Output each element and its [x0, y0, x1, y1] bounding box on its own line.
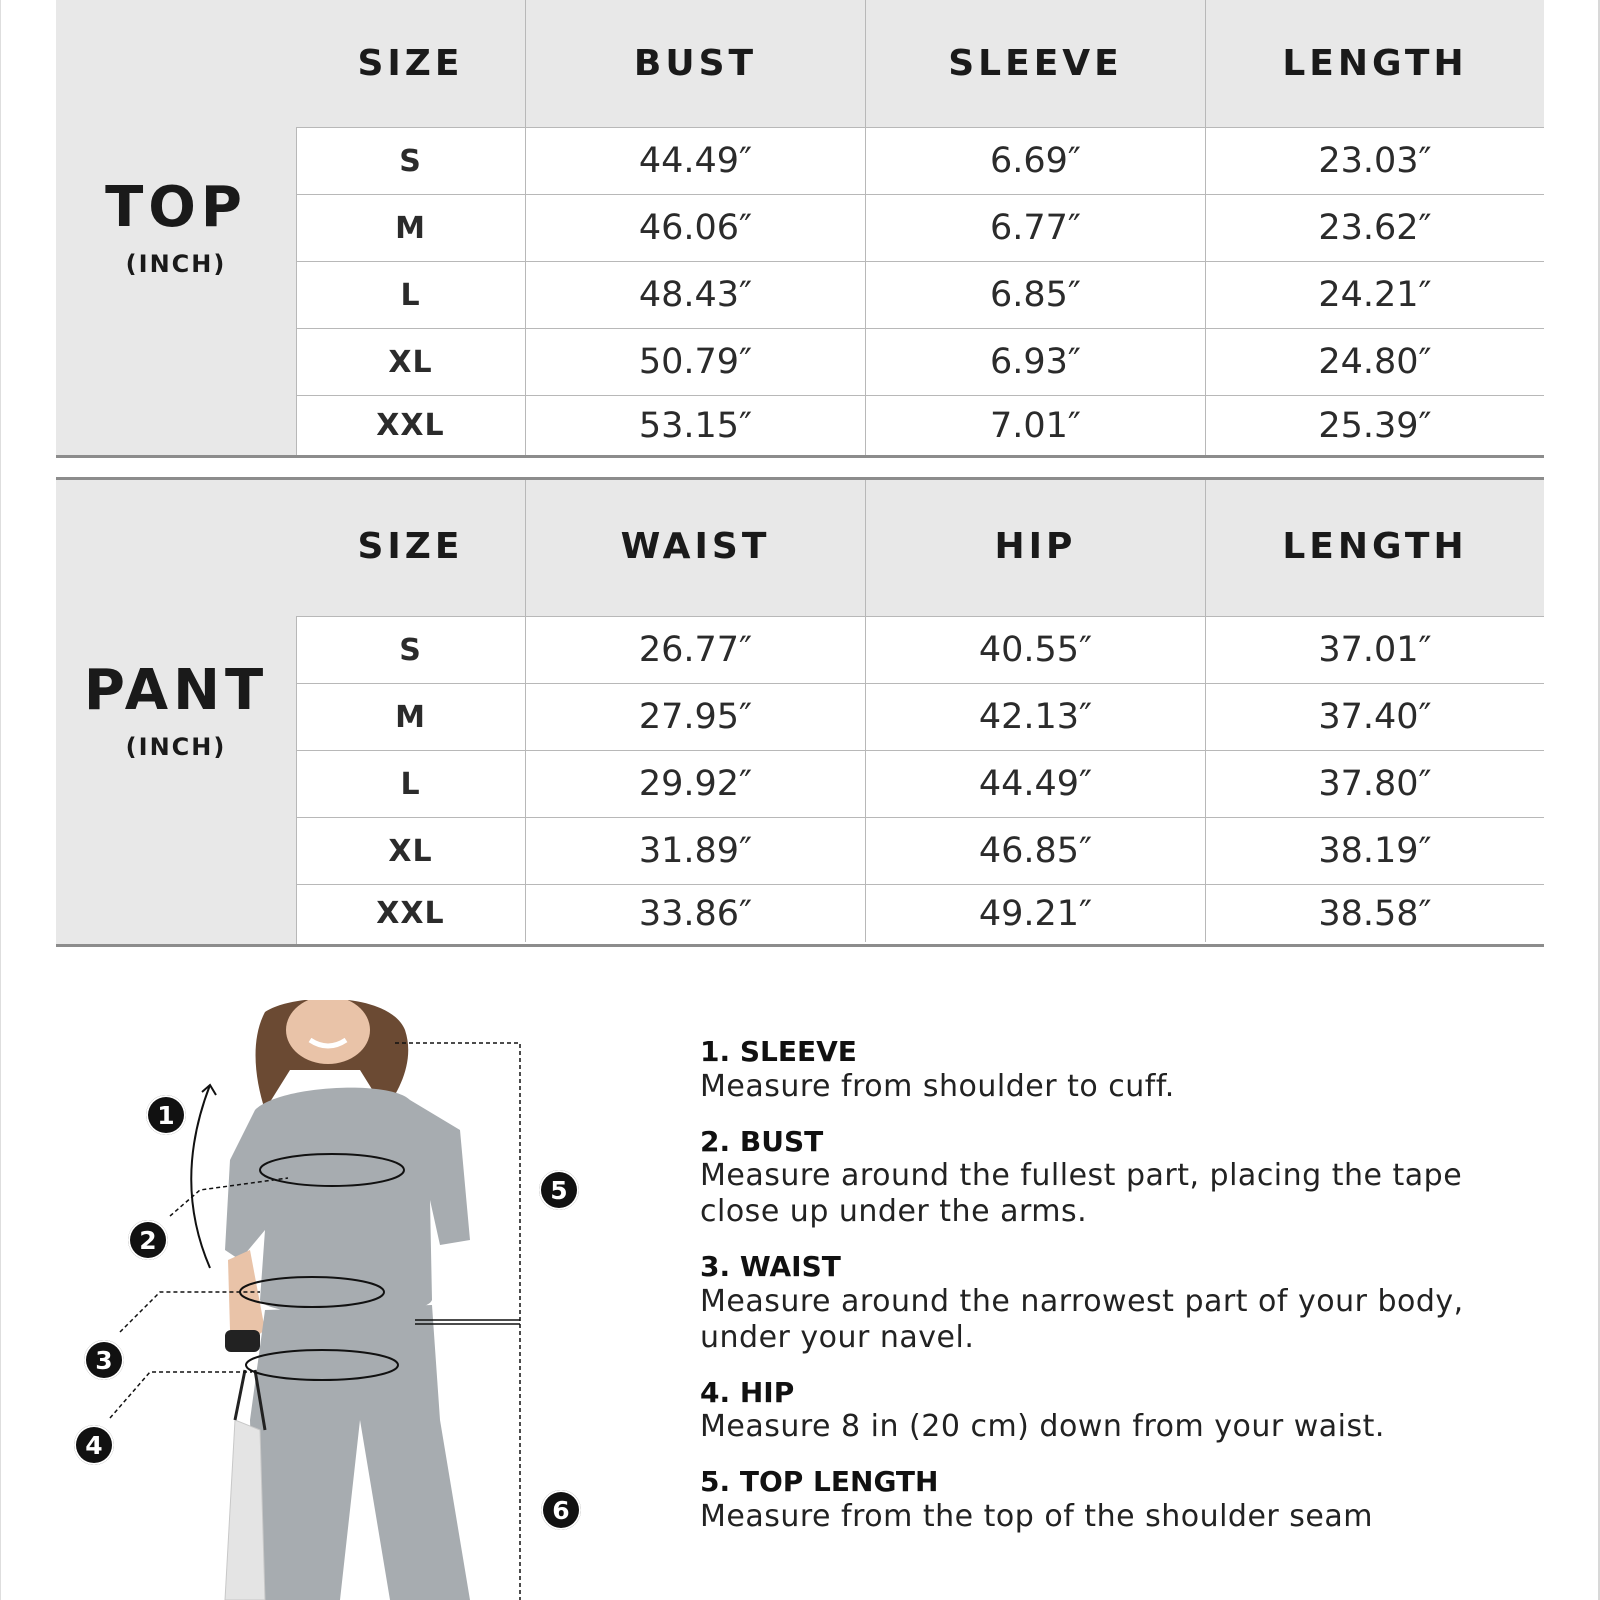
size-cell: XXL — [296, 396, 526, 455]
table-row — [296, 396, 1544, 455]
top-header-sleeve: SLEEVE — [866, 0, 1206, 127]
instruction-text: Measure around the fullest part, placing the tape close up under the arms. — [700, 1158, 1463, 1230]
top-size-table — [56, 0, 1544, 458]
pant-header-length: LENGTH — [1282, 526, 1468, 567]
pant-table-bottom-rule — [56, 944, 1544, 947]
instruction-text: Measure from the top of the shoulder seam — [700, 1498, 1373, 1534]
badge-3: 3 — [84, 1340, 124, 1380]
badge-2: 2 — [128, 1220, 168, 1260]
table-row — [296, 617, 1544, 684]
model-figure-svg — [60, 1000, 620, 1600]
badge-6: 6 — [541, 1490, 581, 1530]
top-table-header-row — [296, 0, 1544, 128]
top-header-bust: BUST — [526, 0, 866, 127]
table-row — [296, 751, 1544, 818]
page-edge-left — [0, 0, 1, 1600]
waist-cell: 31.89″ — [526, 818, 866, 884]
table-row — [296, 262, 1544, 329]
sleeve-cell: 6.69″ — [866, 128, 1206, 194]
sleeve-arrow-line — [191, 1085, 210, 1268]
table-row — [296, 128, 1544, 195]
waist-cell: 27.95″ — [526, 684, 866, 750]
sleeve-cell: 6.85″ — [866, 262, 1206, 328]
pant-table-title: PANT — [83, 658, 269, 723]
instruction-title: 4. HIP — [700, 1375, 795, 1409]
top-table-unit: (INCH) — [125, 250, 227, 278]
wrist-band-shape — [225, 1330, 260, 1352]
bust-cell: 44.49″ — [526, 128, 866, 194]
table-row — [296, 329, 1544, 396]
instruction-text: Measure from shoulder to cuff. — [700, 1068, 1175, 1104]
length-cell: 24.80″ — [1318, 342, 1432, 382]
hip-cell: 46.85″ — [866, 818, 1206, 884]
length-cell: 24.21″ — [1318, 275, 1432, 315]
size-cell: S — [296, 617, 526, 683]
model-measurement-illustration — [60, 1000, 620, 1600]
size-cell: L — [296, 751, 526, 817]
sleeve-cell: 6.93″ — [866, 329, 1206, 395]
instruction-waist — [700, 1250, 1540, 1356]
length-cell: 37.40″ — [1318, 697, 1432, 737]
bust-cell: 50.79″ — [526, 329, 866, 395]
instruction-bust — [700, 1125, 1540, 1231]
size-cell: XXL — [296, 885, 526, 942]
length-cell: 23.03″ — [1318, 141, 1432, 181]
instruction-hip — [700, 1376, 1540, 1446]
top-table-bottom-rule — [56, 455, 1544, 458]
top-header-size: SIZE — [296, 0, 526, 127]
instruction-title: 5. TOP LENGTH — [700, 1465, 939, 1499]
sleeve-cell: 7.01″ — [866, 396, 1206, 455]
instruction-top-length — [700, 1465, 1540, 1535]
table-row — [296, 885, 1544, 942]
hip-cell: 40.55″ — [866, 617, 1206, 683]
length-cell: 25.39″ — [1318, 405, 1432, 446]
table-row — [296, 818, 1544, 885]
instruction-sleeve — [700, 1035, 1540, 1105]
badge-4: 4 — [74, 1425, 114, 1465]
instruction-title: 3. WAIST — [700, 1250, 841, 1284]
pants-shape — [250, 1305, 470, 1600]
pant-table-grid — [296, 477, 1544, 947]
bust-cell: 46.06″ — [526, 195, 866, 261]
size-cell: L — [296, 262, 526, 328]
length-cell: 37.01″ — [1318, 630, 1432, 670]
size-cell: S — [296, 128, 526, 194]
top-table-label — [56, 0, 297, 458]
pant-table-header-row — [296, 477, 1544, 617]
length-cell: 38.19″ — [1318, 831, 1432, 871]
measurement-instructions — [700, 1035, 1540, 1555]
instruction-text: Measure 8 in (20 cm) down from your waist. — [700, 1409, 1385, 1445]
sleeve-cell: 6.77″ — [866, 195, 1206, 261]
size-cell: XL — [296, 818, 526, 884]
pant-table-top-rule — [56, 477, 1544, 480]
waist-cell: 29.92″ — [526, 751, 866, 817]
bust-cell: 48.43″ — [526, 262, 866, 328]
top-header-length: LENGTH — [1282, 43, 1468, 84]
hip-cell: 42.13″ — [866, 684, 1206, 750]
badge-5: 5 — [539, 1170, 579, 1210]
instruction-title: 2. BUST — [700, 1124, 824, 1158]
length-cell: 37.80″ — [1318, 764, 1432, 804]
waist-cell: 33.86″ — [526, 885, 866, 942]
pant-header-waist: WAIST — [526, 477, 866, 616]
pant-size-table — [56, 477, 1544, 947]
size-cell: M — [296, 195, 526, 261]
hip-cell: 44.49″ — [866, 751, 1206, 817]
table-row — [296, 195, 1544, 262]
pant-table-unit: (INCH) — [125, 733, 227, 761]
size-cell: XL — [296, 329, 526, 395]
pant-table-label — [56, 477, 297, 947]
hip-cell: 49.21″ — [866, 885, 1206, 942]
waist-cell: 26.77″ — [526, 617, 866, 683]
length-cell: 38.58″ — [1318, 893, 1432, 934]
bust-cell: 53.15″ — [526, 396, 866, 455]
instruction-text: Measure around the narrowest part of your body, under your navel. — [700, 1283, 1464, 1355]
length-cell: 23.62″ — [1318, 208, 1432, 248]
pant-header-hip: HIP — [866, 477, 1206, 616]
top-table-title: TOP — [105, 175, 247, 240]
size-cell: M — [296, 684, 526, 750]
table-row — [296, 684, 1544, 751]
badge-1: 1 — [146, 1095, 186, 1135]
hip-leader-line — [110, 1372, 252, 1418]
bag-shape — [225, 1420, 265, 1600]
instruction-title: 1. SLEEVE — [700, 1035, 857, 1068]
top-table-grid — [296, 0, 1544, 458]
pant-header-size: SIZE — [296, 477, 526, 616]
